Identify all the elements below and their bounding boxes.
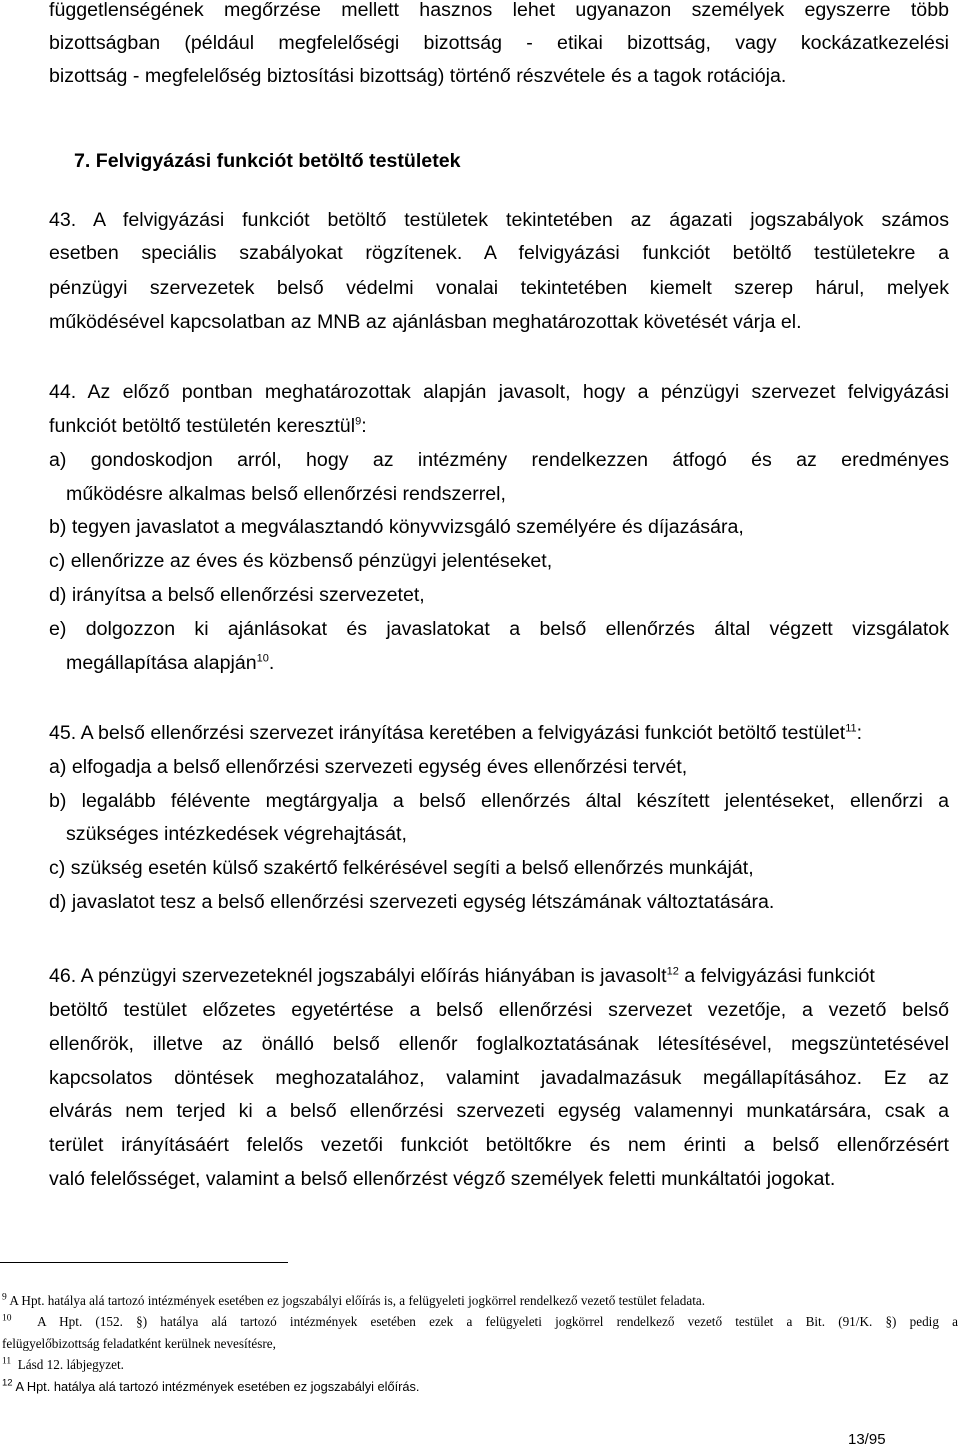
p46-line-1a: 46. A pénzügyi szervezeteknél jogszabályi előírás hiányában is javasolt <box>49 965 667 987</box>
p44-line-2-text: funkciót betöltő testületén keresztül <box>49 415 356 437</box>
footnote-12 <box>2 1379 958 1395</box>
p43-line-3: pénzügyi szervezetek belső védelmi vonalai tekintetében kiemelt szerep hárul, melyek <box>49 277 949 299</box>
p44-item-a: a) gondoskodjon arról, hogy az intézmény rendelkezzen átfogó és az eredményes <box>49 449 949 471</box>
intro-line-3: bizottság - megfelelőség biztosítási bizottság) történő részvétele és a tagok rotációja. <box>49 65 787 87</box>
footnote-separator <box>0 1262 288 1263</box>
p44-last-end: . <box>268 652 275 674</box>
p44-line-1: 44. Az előző pontban meghatározottak alapján javasolt, hogy a pénzügyi szervezet felvigyázási <box>49 381 949 403</box>
p44-line-2-end: : <box>361 415 367 437</box>
footnote-11-text: Lásd 12. lábjegyzet. <box>17 1357 124 1372</box>
p46-line-1 <box>49 964 949 988</box>
footnote-12-text: A Hpt. hatálya alá tartozó intézmények esetében ez jogszabályi előírás. <box>15 1379 420 1394</box>
footnote-10 <box>2 1314 958 1330</box>
p44-item-d: d) irányítsa a belső ellenőrzési szervezetet, <box>49 584 425 606</box>
footnote-10-number: 10 <box>2 1313 12 1324</box>
p46-line-1b: a felvigyázási funkciót <box>678 965 875 987</box>
footnote-9-text: A Hpt. hatálya alá tartozó intézmények esetében ez jogszabályi előírás is, a felügyeleti jogkörrel rendelkező vezető testület feladata. <box>9 1293 706 1308</box>
p46-line-4: kapcsolatos döntések meghozatalához, valamint javadalmazásuk megállapításához. Ez az <box>49 1067 949 1089</box>
p45-item-a: a) elfogadja a belső ellenőrzési szervezeti egység éves ellenőrzési tervét, <box>49 756 688 778</box>
p44-line-2 <box>49 414 949 438</box>
p46-line-1-text <box>49 964 875 988</box>
p46-line-6: terület irányításáért felelős vezetői funkciót betöltőkre és nem érinti a belső ellenőrzésért <box>49 1134 949 1156</box>
page-number: 13/95 <box>848 1431 886 1448</box>
p43-line-4: működésével kapcsolatban az MNB az ajánlásban meghatározottak követését várja el. <box>49 311 802 333</box>
intro-line-1: függetlenségének megőrzése mellett hasznos lehet ugyanazon személyek egyszerre több <box>49 0 949 21</box>
footnote-10-text: A Hpt. (152. §) hatálya alá tartozó intézmények esetében ezek a felügyeleti jogkörrel rendelkező vezető testület a Bit. (91/K. §) pedig a <box>37 1314 958 1329</box>
p43-line-2: esetben speciális szabályokat rögzítenek. A felvigyázási funkciót betöltő testületekre a <box>49 242 949 264</box>
p45-line-1 <box>49 721 949 745</box>
p43-line-1: 43. A felvigyázási funkciót betöltő testületek tekintetében az ágazati jogszabályok számos <box>49 209 949 231</box>
p44-last-text: megállapítása alapján <box>66 652 257 674</box>
p45-line-1-text: 45. A belső ellenőrzési szervezet irányítása keretében a felvigyázási funkciót betöltő testület <box>49 722 846 744</box>
p44-item-e-cont <box>66 651 949 675</box>
intro-line-2: bizottságban (például megfelelőségi bizottság - etikai bizottság, vagy kockázatkezelési <box>49 32 949 54</box>
p46-line-7: való felelősséget, valamint a belső ellenőrzést végző személyek feletti munkáltatói jogokat. <box>49 1168 836 1190</box>
section-heading: 7. Felvigyázási funkciót betöltő testületek <box>74 150 461 172</box>
p45-item-b: b) legalább félévente megtárgyalja a belső ellenőrzés által készített jelentéseket, ellenőrzi a <box>49 790 949 812</box>
p46-line-2: betöltő testület előzetes egyetértése a belső ellenőrzési szervezet vezetője, a vezető belső <box>49 999 949 1021</box>
p46-line-3: ellenőrök, illetve az önálló belső ellenőr foglalkoztatásának létesítésével, megszüntetésével <box>49 1033 949 1055</box>
p45-item-c: c) szükség esetén külső szakértő felkérésével segíti a belső ellenőrzés munkáját, <box>49 857 754 879</box>
footnote-ref-9[interactable]: 9 <box>355 415 362 428</box>
footnote-11-number: 11 <box>2 1356 12 1367</box>
p45-item-d: d) javaslatot tesz a belső ellenőrzési szervezeti egység létszámának változtatására. <box>49 891 775 913</box>
p45-line-1-end: : <box>856 722 863 744</box>
p44-item-a-cont: működésre alkalmas belső ellenőrzési rendszerrel, <box>66 483 506 505</box>
footnote-ref-10[interactable]: 10 <box>256 652 269 665</box>
footnote-9 <box>2 1293 958 1309</box>
p44-item-c: c) ellenőrizze az éves és közbenső pénzügyi jelentéseket, <box>49 550 553 572</box>
footnote-9-number: 9 <box>2 1292 7 1303</box>
footnote-10-cont: felügyelőbizottság feladatként kerülnek nevesítésre, <box>2 1336 276 1351</box>
footnote-ref-11[interactable]: 11 <box>845 722 857 735</box>
p46-line-5: elvárás nem terjed ki a belső ellenőrzési szervezeti egység valamennyi munkatársára, csak a <box>49 1100 949 1122</box>
p45-item-b-cont: szükséges intézkedések végrehajtását, <box>66 823 407 845</box>
p44-item-e: e) dolgozzon ki ajánlásokat és javaslatokat a belső ellenőrzés által végzett vizsgálatok <box>49 618 949 640</box>
footnote-12-number: 12 <box>2 1377 13 1389</box>
p44-item-b: b) tegyen javaslatot a megválasztandó könyvvizsgáló személyére és díjazására, <box>49 516 744 538</box>
footnote-ref-12[interactable]: 12 <box>666 965 679 978</box>
footnote-11 <box>2 1357 958 1373</box>
